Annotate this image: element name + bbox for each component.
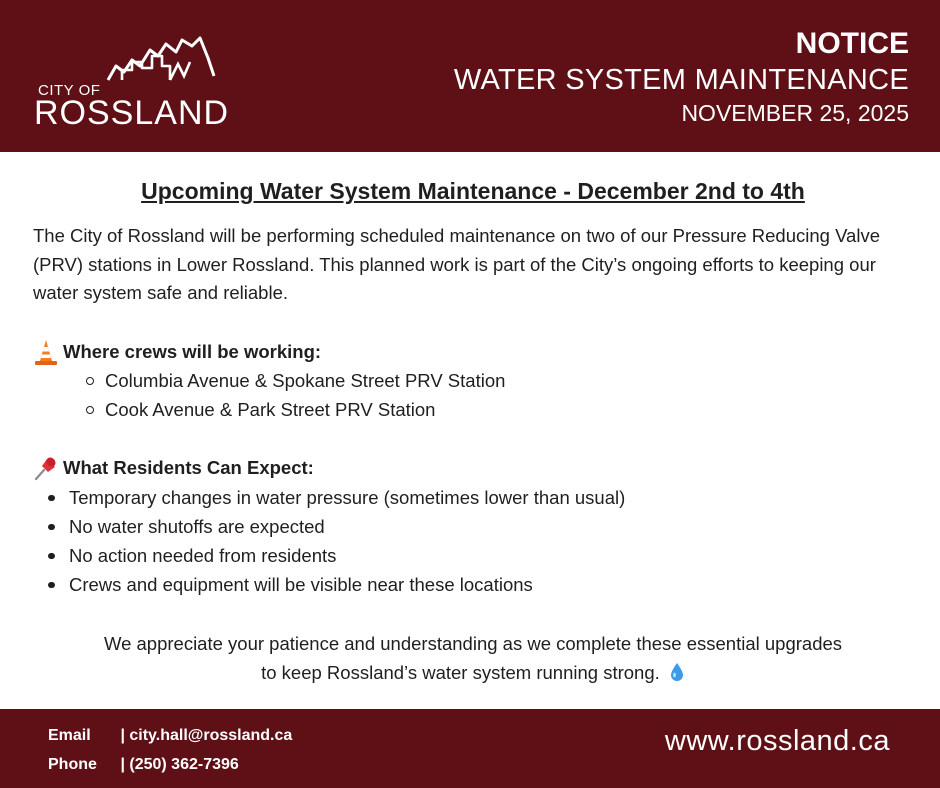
header-banner	[0, 0, 940, 152]
city-logo	[34, 36, 230, 132]
footer-banner	[0, 709, 940, 788]
logo-city-of-text: CITY OF	[38, 82, 101, 99]
closing-line-2: to keep Rossland’s water system running strong.	[261, 661, 660, 683]
expect-heading	[33, 454, 913, 483]
email-row	[48, 721, 292, 750]
email-label: Email	[48, 727, 91, 744]
list-item: Cook Avenue & Park Street PRV Station	[33, 395, 913, 424]
phone-label: Phone	[48, 756, 97, 773]
email-link[interactable]: | city.hall@rossland.ca	[120, 727, 293, 744]
closing-line-2-wrap	[33, 658, 913, 690]
notice-date: NOVEMBER 25, 2025	[681, 100, 909, 126]
water-droplet-icon	[669, 661, 685, 690]
logo-name-text: ROSSLAND	[34, 94, 230, 132]
notice-title: WATER SYSTEM MAINTENANCE	[453, 64, 909, 96]
traffic-cone-icon	[33, 339, 59, 365]
list-item: Crews and equipment will be visible near these locations	[33, 570, 913, 599]
list-item: Columbia Avenue & Spokane Street PRV Station	[33, 366, 913, 395]
list-item: Temporary changes in water pressure (sometimes lower than usual)	[33, 483, 913, 512]
phone-row	[48, 750, 292, 779]
website-link[interactable]: www.rossland.ca	[664, 725, 890, 757]
page-headline: Upcoming Water System Maintenance - December 2nd to 4th	[141, 178, 805, 204]
work-location-list	[33, 366, 913, 424]
notice-body	[33, 174, 913, 690]
contact-info	[48, 721, 292, 779]
expect-section	[33, 454, 913, 599]
intro-paragraph: The City of Rossland will be performing scheduled maintenance on two of our Pressure Reducing Valve (PRV) stations in Lower Rossland. This planned work is part of the City’s ongoing efforts to keeping our water system safe and reliable.	[33, 225, 880, 303]
expect-heading-text: What Residents Can Expect:	[63, 457, 314, 478]
city-skyline-logo-icon	[106, 36, 218, 84]
where-heading	[33, 338, 913, 367]
list-item: No water shutoffs are expected	[33, 512, 913, 541]
list-item: No action needed from residents	[33, 541, 913, 570]
where-section	[33, 338, 913, 425]
closing-line-1: We appreciate your patience and understanding as we complete these essential upgrades	[103, 632, 843, 654]
phone-link[interactable]: | (250) 362-7396	[120, 756, 239, 773]
header-titles	[454, 26, 909, 128]
where-heading-text: Where crews will be working:	[63, 340, 322, 362]
notice-label: NOTICE	[795, 27, 909, 60]
pushpin-icon	[33, 455, 59, 481]
expectations-list	[33, 483, 913, 599]
closing-message	[33, 629, 913, 690]
